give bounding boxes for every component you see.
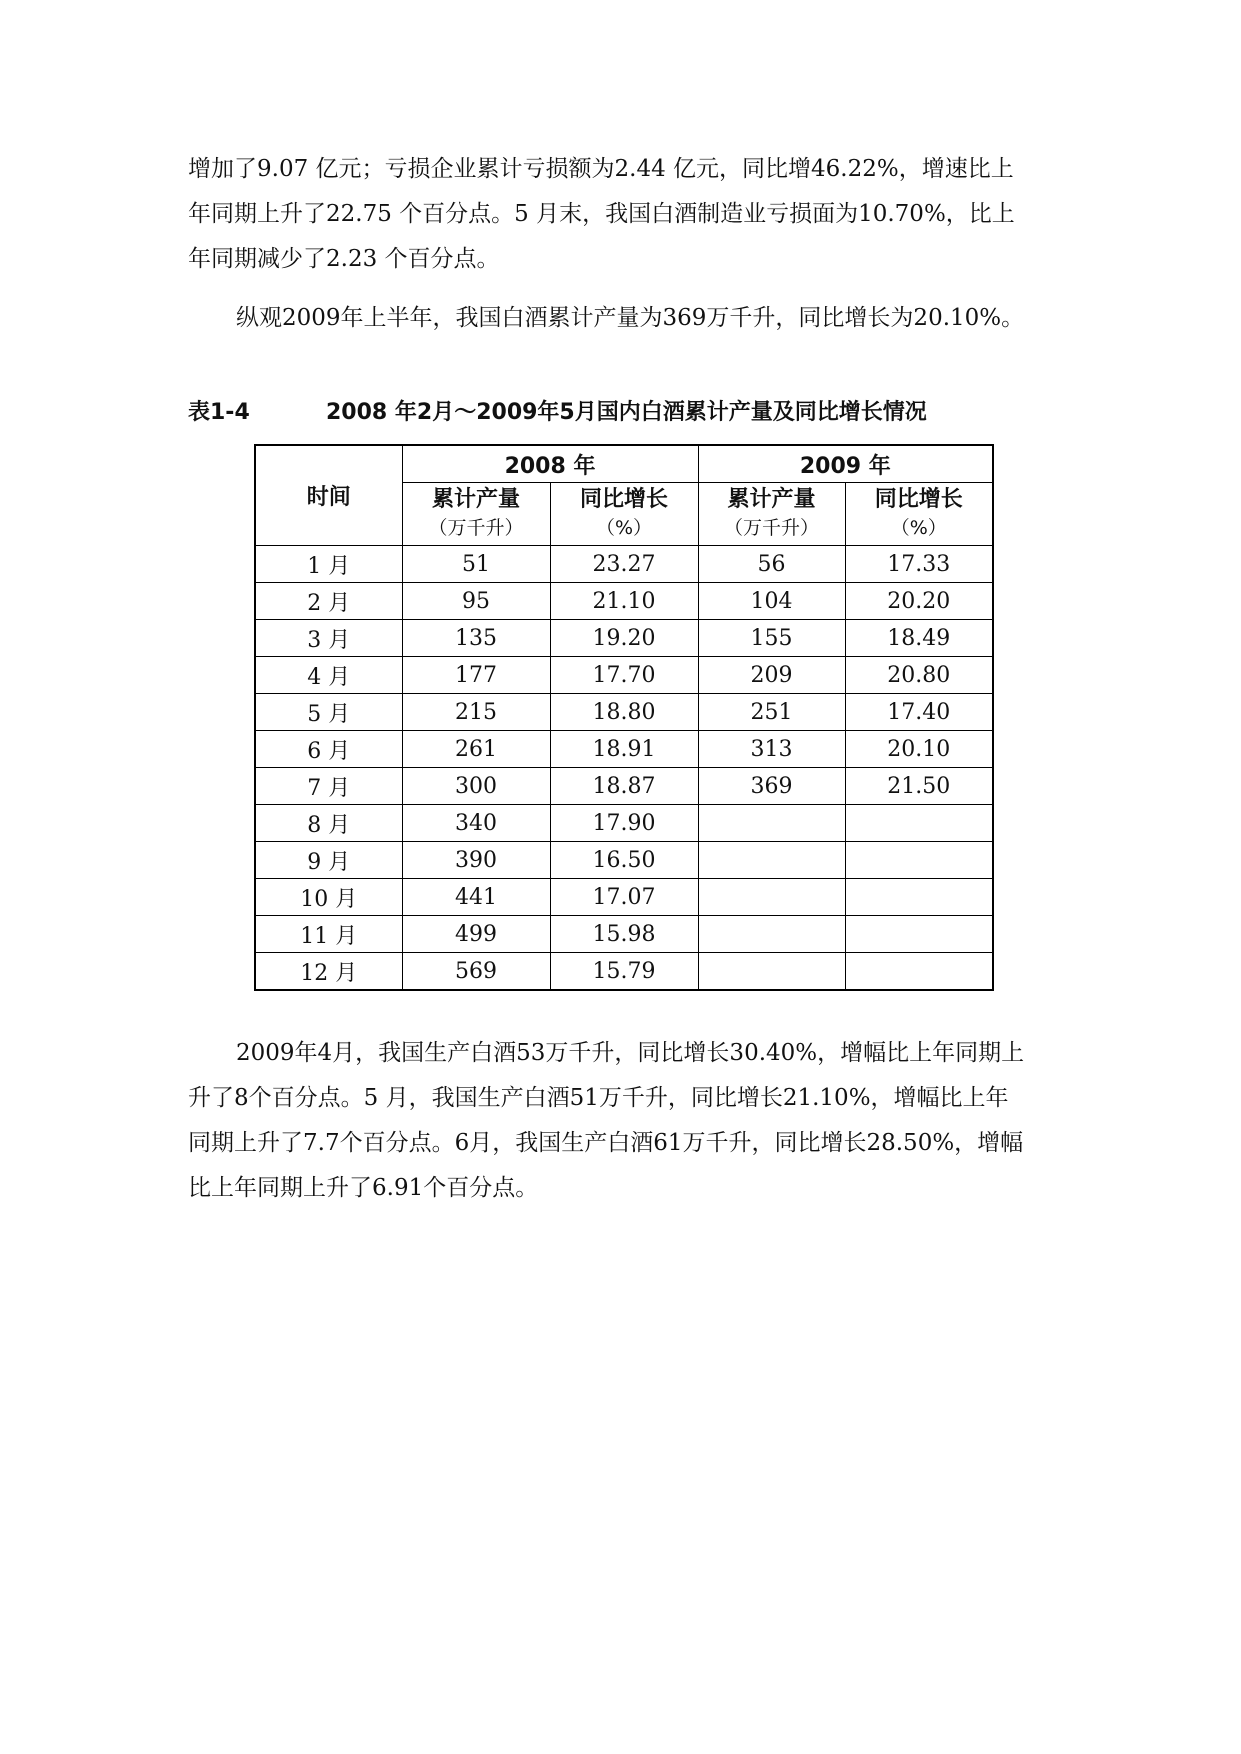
text-line: 年同期上升了22.75 个百分点。5 月末，我国白酒制造业亏损面为10.70%，比上 (188, 201, 1015, 227)
text-line: 同期上升了7.7个百分点。6月，我国生产白酒61万千升，同比增长28.50%，增幅 (188, 1130, 1024, 1156)
header-time: 时间 (255, 445, 402, 546)
cell-growth-2008: 21.10 (550, 583, 698, 620)
table-row (255, 620, 993, 657)
liquor-output-table (254, 444, 994, 991)
header-cum-output-unit: （万千升） (724, 517, 820, 539)
paragraph-loss-summary (188, 147, 1068, 282)
cell-growth-2009: 20.80 (845, 657, 993, 694)
cell-growth-2009 (845, 916, 993, 953)
cell-output-2008: 261 (402, 731, 550, 768)
cell-output-2009: 104 (698, 583, 845, 620)
cell-month: 9 月 (255, 842, 402, 879)
cell-growth-2008: 18.80 (550, 694, 698, 731)
cell-month: 2 月 (255, 583, 402, 620)
text-line: 增加了9.07 亿元；亏损企业累计亏损额为2.44 亿元，同比增46.22%，增速比上 (188, 156, 1014, 182)
cell-output-2008: 135 (402, 620, 550, 657)
table-row (255, 916, 993, 953)
cell-growth-2009: 20.20 (845, 583, 993, 620)
table-caption-number: 表1-4 (188, 400, 250, 425)
header-yoy-growth-2009 (845, 483, 993, 546)
cell-output-2009 (698, 879, 845, 916)
cell-growth-2009 (845, 805, 993, 842)
cell-output-2008: 569 (402, 953, 550, 991)
cell-output-2009: 209 (698, 657, 845, 694)
cell-output-2008: 390 (402, 842, 550, 879)
table-caption (188, 395, 1068, 426)
cell-month: 12 月 (255, 953, 402, 991)
cell-growth-2008: 19.20 (550, 620, 698, 657)
cell-output-2009: 251 (698, 694, 845, 731)
cell-month: 6 月 (255, 731, 402, 768)
table-row (255, 583, 993, 620)
header-cum-output-unit: （万千升） (428, 517, 524, 539)
table-caption-title: 2008 年2月～2009年5月国内白酒累计产量及同比增长情况 (326, 400, 927, 425)
cell-growth-2009 (845, 842, 993, 879)
table-row (255, 731, 993, 768)
cell-month: 10 月 (255, 879, 402, 916)
cell-output-2008: 177 (402, 657, 550, 694)
header-yoy-growth-unit: （%） (890, 517, 947, 539)
cell-growth-2008: 18.91 (550, 731, 698, 768)
cell-growth-2009: 20.10 (845, 731, 993, 768)
header-yoy-growth-label: 同比增长 (874, 487, 963, 512)
cell-month: 11 月 (255, 916, 402, 953)
header-year-2008: 2008 年 (402, 445, 698, 483)
cell-growth-2008: 16.50 (550, 842, 698, 879)
cell-month: 3 月 (255, 620, 402, 657)
cell-growth-2008: 17.90 (550, 805, 698, 842)
cell-output-2009: 313 (698, 731, 845, 768)
cell-output-2008: 215 (402, 694, 550, 731)
cell-output-2009: 369 (698, 768, 845, 805)
cell-growth-2008: 17.07 (550, 879, 698, 916)
cell-growth-2009 (845, 953, 993, 991)
cell-output-2008: 441 (402, 879, 550, 916)
header-cum-output-2008 (402, 483, 550, 546)
cell-output-2008: 499 (402, 916, 550, 953)
cell-output-2009: 155 (698, 620, 845, 657)
text-line: 2009年4月，我国生产白酒53万千升，同比增长30.40%，增幅比上年同期上 (236, 1040, 1025, 1066)
table-row (255, 546, 993, 583)
header-yoy-growth-label: 同比增长 (580, 487, 669, 512)
cell-month: 4 月 (255, 657, 402, 694)
cell-growth-2009: 21.50 (845, 768, 993, 805)
cell-month: 5 月 (255, 694, 402, 731)
text-line: 升了8个百分点。5 月，我国生产白酒51万千升，同比增长21.10%，增幅比上年 (188, 1085, 1009, 1111)
cell-growth-2008: 23.27 (550, 546, 698, 583)
table-row (255, 953, 993, 991)
cell-output-2009 (698, 842, 845, 879)
table-row (255, 694, 993, 731)
cell-growth-2008: 17.70 (550, 657, 698, 694)
cell-output-2009 (698, 953, 845, 991)
table-row (255, 842, 993, 879)
cell-growth-2009: 17.40 (845, 694, 993, 731)
table-row (255, 768, 993, 805)
cell-month: 7 月 (255, 768, 402, 805)
cell-output-2009 (698, 805, 845, 842)
text-line: 年同期减少了2.23 个百分点。 (188, 246, 500, 272)
paragraph-monthly-output (188, 1031, 1068, 1211)
header-year-2009: 2009 年 (698, 445, 993, 483)
header-cum-output-2009 (698, 483, 845, 546)
text-line: 纵观2009年上半年，我国白酒累计产量为369万千升，同比增长为20.10%。 (236, 305, 1025, 331)
cell-output-2008: 51 (402, 546, 550, 583)
cell-growth-2008: 18.87 (550, 768, 698, 805)
cell-month: 1 月 (255, 546, 402, 583)
cell-growth-2009: 17.33 (845, 546, 993, 583)
cell-output-2009 (698, 916, 845, 953)
cell-growth-2009 (845, 879, 993, 916)
cell-output-2008: 95 (402, 583, 550, 620)
cell-growth-2008: 15.79 (550, 953, 698, 991)
cell-growth-2009: 18.49 (845, 620, 993, 657)
paragraph-half-year-summary (188, 296, 1068, 341)
table-row (255, 879, 993, 916)
header-yoy-growth-2008 (550, 483, 698, 546)
cell-output-2008: 340 (402, 805, 550, 842)
header-cum-output-label: 累计产量 (727, 487, 816, 512)
text-line: 比上年同期上升了6.91个百分点。 (188, 1175, 539, 1201)
header-cum-output-label: 累计产量 (431, 487, 520, 512)
cell-month: 8 月 (255, 805, 402, 842)
cell-output-2009: 56 (698, 546, 845, 583)
table-row (255, 657, 993, 694)
cell-output-2008: 300 (402, 768, 550, 805)
header-yoy-growth-unit: （%） (595, 517, 653, 539)
table-row (255, 805, 993, 842)
cell-growth-2008: 15.98 (550, 916, 698, 953)
